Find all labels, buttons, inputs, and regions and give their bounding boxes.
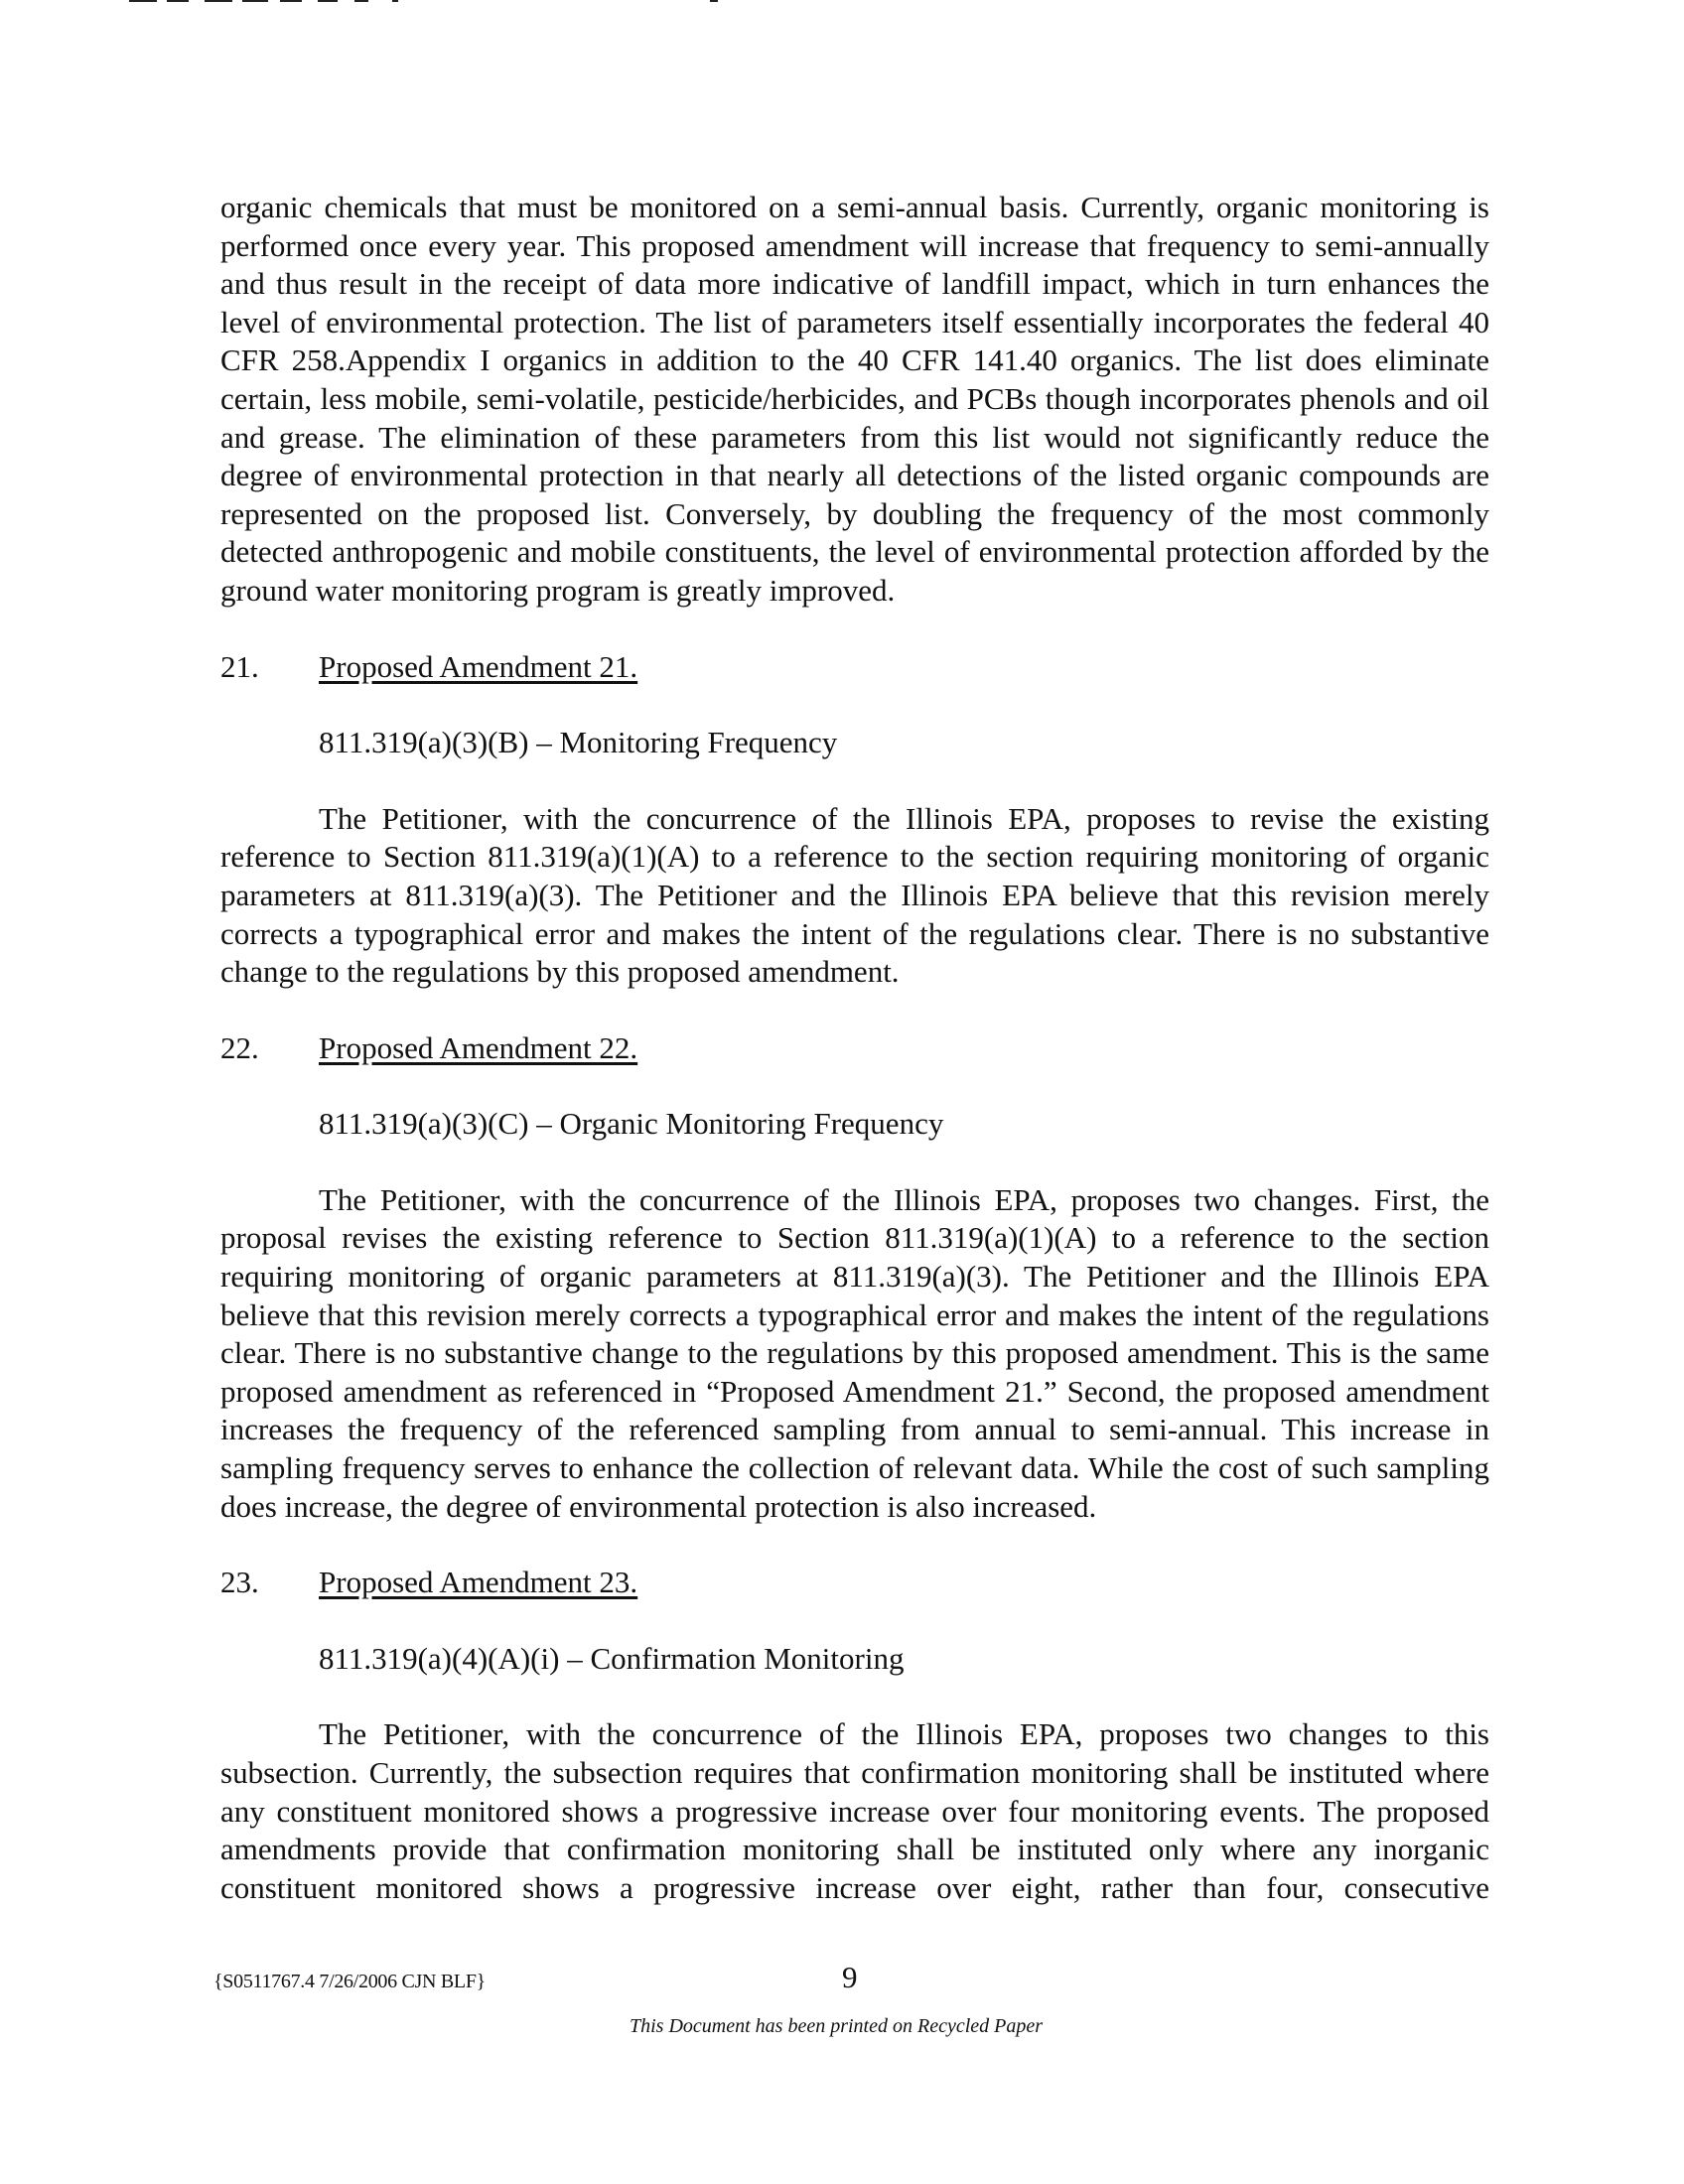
document-body	[220, 189, 1489, 1907]
section-body: The Petitioner, with the concurrence of the Illinois EPA, proposes two changes to this subsection. Currently, the subsection requires that confirmation monitoring shall be instituted where any constituent monitored shows a progressive increase over four monitoring events. The proposed amendments provide that confirmation monitoring shall be instituted only where any inorganic constituent monitored shows a progressive increase over eight, rather than four, consecutive	[220, 1716, 1489, 1905]
section-21-heading	[220, 648, 1489, 687]
section-body: The Petitioner, with the concurrence of the Illinois EPA, proposes to revise the existing reference to Section 811.319(a)(1)(A) to a reference to the section requiring monitoring of organic parameters at 811.319(a)(3). The Petitioner and the Illinois EPA believe that this revision merely corrects a typographical error and makes the intent of the regulations clear. There is no substantive change to the regulations by this proposed amendment.	[220, 800, 1489, 990]
section-subheading: 811.319(a)(3)(B) – Monitoring Frequency	[319, 725, 838, 760]
section-title: Proposed Amendment 23.	[319, 1565, 638, 1600]
section-number: 23.	[220, 1565, 259, 1600]
section-number: 22.	[220, 1029, 259, 1065]
section-number: 21.	[220, 648, 259, 684]
section-23-heading	[220, 1564, 1489, 1602]
section-title: Proposed Amendment 22.	[319, 1029, 638, 1065]
section-subheading: 811.319(a)(4)(A)(i) – Confirmation Monitoring	[319, 1640, 905, 1676]
footer-document-id: {S0511767.4 7/26/2006 CJN BLF}	[213, 1971, 486, 1992]
recycled-paper-note: This Document has been printed on Recycled Paper	[630, 2015, 1044, 2037]
section-title: Proposed Amendment 21.	[319, 648, 638, 684]
section-subheading: 811.319(a)(3)(C) – Organic Monitoring Frequency	[319, 1106, 944, 1142]
page-number: 9	[842, 1960, 858, 1994]
intro-paragraph: organic chemicals that must be monitored on a semi-annual basis. Currently, organic monitoring is performed once every year. This proposed amendment will increase that frequency to semi-annually and thus result in the receipt of data more indicative of landfill impact, which in turn enhances the level of environmental protection. The list of parameters itself essentially incorporates the federal 40 CFR 258.Appendix I organics in addition to the 40 CFR 141.40 organics. The list does eliminate certain, less mobile, semi-volatile, pesticide/herbicides, and PCBs though incorporates phenols and oil and grease. The elimination of these parameters from this list would not significantly reduce the degree of environmental protection in that nearly all detections of the listed organic compounds are represented on the proposed list. Conversely, by doubling the frequency of the most commonly detected anthropogenic and mobile constituents, the level of environmental protection afforded by the ground water monitoring program is greatly improved.	[220, 190, 1489, 608]
section-body: The Petitioner, with the concurrence of the Illinois EPA, proposes two changes. First, the proposal revises the existing reference to Section 811.319(a)(1)(A) to a reference to the section requiring monitoring of organic parameters at 811.319(a)(3). The Petitioner and the Illinois EPA believe that this revision merely corrects a typographical error and makes the intent of the regulations clear. There is no substantive change to the regulations by this proposed amendment. This is the same proposed amendment as referenced in “Proposed Amendment 21.” Second, the proposed amendment increases the frequency of the referenced sampling from annual to semi-annual. This increase in sampling frequency serves to enhance the collection of relevant data. While the cost of such sampling does increase, the degree of environmental protection is also increased.	[220, 1181, 1489, 1524]
scan-artifact-marks	[129, 0, 745, 3]
section-22-heading	[220, 1029, 1489, 1068]
